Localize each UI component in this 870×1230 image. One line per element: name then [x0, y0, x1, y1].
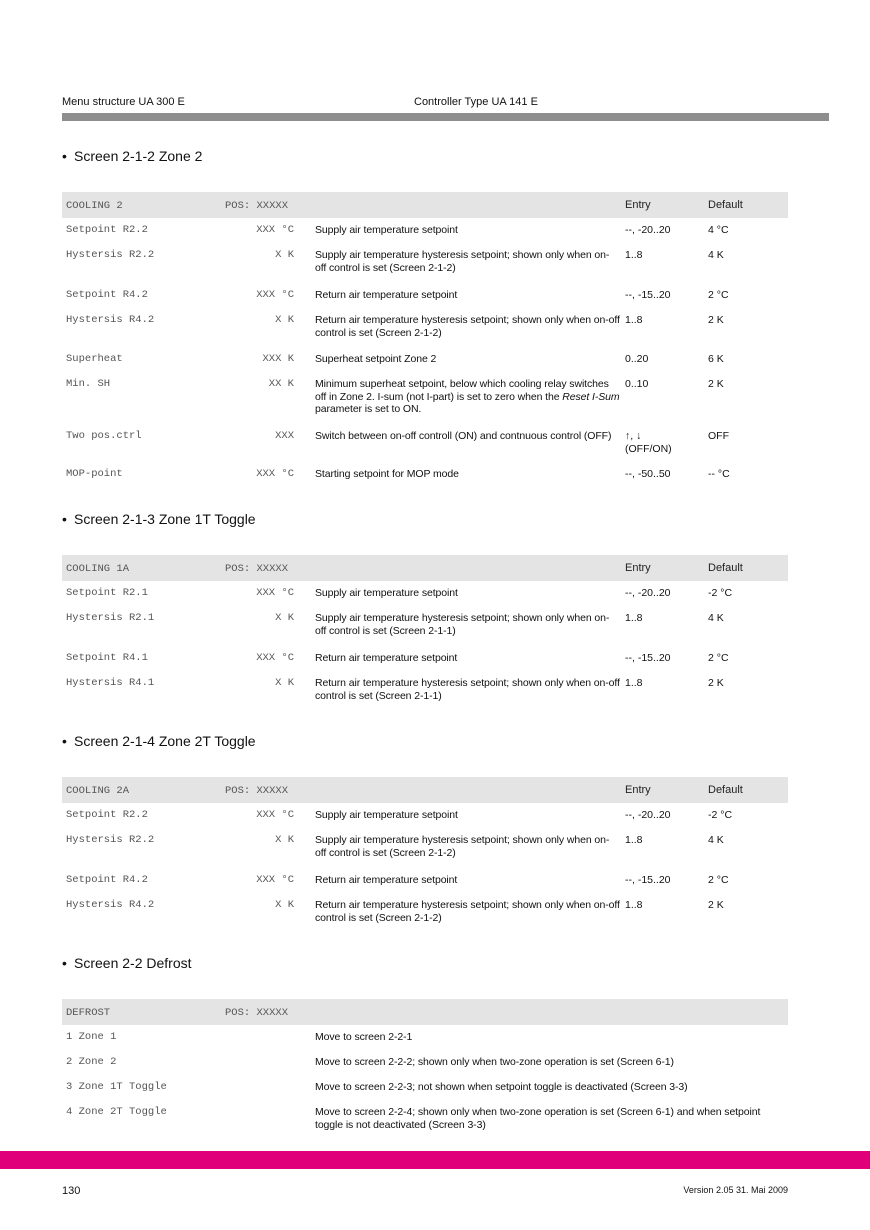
param-entry: --, -15..20 — [625, 652, 671, 664]
param-entry: 0..10 — [625, 378, 649, 390]
section-title: • Screen 2-1-2 Zone 2 — [62, 148, 203, 164]
param-name: Hystersis R4.2 — [66, 899, 155, 911]
param-name: Superheat — [66, 353, 123, 365]
param-default: -- °C — [708, 468, 730, 480]
footer-bar — [0, 1151, 870, 1169]
param-desc: Return air temperature setpoint — [315, 289, 458, 301]
param-desc: Supply air temperature setpoint — [315, 587, 458, 599]
param-entry: --, -15..20 — [625, 874, 671, 886]
param-desc: Return air temperature hysteresis setpoint; shown only when on-off control is set (Screen 2-1-2) — [315, 899, 620, 924]
menu-table — [62, 999, 788, 1140]
table-header — [62, 999, 788, 1025]
param-name: Setpoint R2.2 — [66, 809, 148, 821]
param-default: -2 °C — [708, 587, 733, 599]
table-row — [62, 462, 788, 487]
table-row — [62, 803, 788, 828]
param-default: -2 °C — [708, 809, 733, 821]
pos-label: POS: XXXXX — [225, 200, 289, 212]
param-default: 4 K — [708, 612, 724, 624]
param-desc: Return air temperature hysteresis setpoint; shown only when on-off control is set (Screen 2-1-1) — [315, 677, 620, 702]
table-row — [62, 283, 788, 308]
version-label: Version 2.05 31. Mai 2009 — [683, 1185, 788, 1195]
param-name: Setpoint R4.2 — [66, 874, 148, 886]
pos-label: POS: XXXXX — [225, 1007, 289, 1019]
page-number: 130 — [62, 1185, 81, 1197]
param-unit: XXX — [275, 430, 294, 442]
param-name: Hystersis R2.2 — [66, 249, 155, 261]
param-unit: XXX °C — [256, 874, 294, 886]
param-desc: Superheat setpoint Zone 2 — [315, 353, 437, 365]
param-entry: 1..8 — [625, 612, 643, 624]
menu-item-desc: Move to screen 2-2-2; shown only when two-zone operation is set (Screen 6-1) — [315, 1056, 674, 1068]
param-table — [62, 192, 788, 487]
param-unit: XXX °C — [256, 809, 294, 821]
param-unit: X K — [275, 677, 294, 689]
param-name: Setpoint R2.2 — [66, 224, 148, 236]
param-default: OFF — [708, 430, 729, 442]
header-bar — [62, 113, 829, 121]
param-name: Setpoint R4.1 — [66, 652, 148, 664]
param-unit: XXX °C — [256, 587, 294, 599]
param-name: Setpoint R2.1 — [66, 587, 148, 599]
entry-header: Entry — [625, 562, 651, 574]
menu-item-desc: Move to screen 2-2-1 — [315, 1031, 413, 1043]
header-left: Menu structure UA 300 E — [62, 96, 185, 108]
param-desc: Return air temperature setpoint — [315, 652, 458, 664]
default-header: Default — [708, 199, 743, 211]
table-header — [62, 777, 788, 803]
table-row — [62, 893, 788, 932]
param-name: Hystersis R2.2 — [66, 834, 155, 846]
table-row — [62, 218, 788, 243]
menu-item: 3 Zone 1T Toggle — [66, 1081, 167, 1093]
menu-item: 4 Zone 2T Toggle — [66, 1106, 167, 1118]
menu-item-desc: Move to screen 2-2-3; not shown when setpoint toggle is deactivated (Screen 3-3) — [315, 1081, 688, 1093]
menu-row[interactable] — [62, 1050, 788, 1075]
table-row — [62, 424, 788, 462]
param-desc: Return air temperature hysteresis setpoint; shown only when on-off control is set (Screen 2-1-2) — [315, 314, 620, 339]
param-table — [62, 555, 788, 710]
table-row — [62, 372, 788, 424]
table-row — [62, 581, 788, 606]
menu-row[interactable] — [62, 1100, 788, 1140]
table-row — [62, 606, 788, 646]
param-unit: XXX K — [262, 353, 294, 365]
param-unit: XXX °C — [256, 468, 294, 480]
param-entry: ↑, ↓ (OFF/ON) — [625, 430, 672, 455]
param-entry: --, -20..20 — [625, 809, 671, 821]
param-default: 4 K — [708, 249, 724, 261]
param-desc: Supply air temperature hysteresis setpoint; shown only when on-off control is set (Screen 2-1-2) — [315, 834, 610, 859]
param-name: Two pos.ctrl — [66, 430, 142, 442]
param-desc: Supply air temperature setpoint — [315, 224, 458, 236]
param-desc: Minimum superheat setpoint, below which cooling relay switches off in Zone 2. I-sum (not I-part) is set to zero when the Reset I-Sum parameter is set to ON. — [315, 378, 620, 415]
param-entry: --, -15..20 — [625, 289, 671, 301]
param-desc: Return air temperature setpoint — [315, 874, 458, 886]
menu-row[interactable] — [62, 1025, 788, 1050]
param-entry: 1..8 — [625, 899, 643, 911]
table-row — [62, 646, 788, 671]
param-default: 6 K — [708, 353, 724, 365]
table-row — [62, 243, 788, 283]
table-row — [62, 828, 788, 868]
screen-name: COOLING 1A — [66, 563, 130, 575]
param-default: 4 °C — [708, 224, 729, 236]
section-title: • Screen 2-1-3 Zone 1T Toggle — [62, 511, 256, 527]
param-unit: X K — [275, 249, 294, 261]
param-entry: 1..8 — [625, 314, 643, 326]
param-default: 2 °C — [708, 289, 729, 301]
param-name: Hystersis R4.1 — [66, 677, 155, 689]
param-entry: 1..8 — [625, 677, 643, 689]
table-row — [62, 868, 788, 893]
param-desc: Supply air temperature setpoint — [315, 809, 458, 821]
table-row — [62, 347, 788, 372]
entry-header: Entry — [625, 784, 651, 796]
param-name: Setpoint R4.2 — [66, 289, 148, 301]
table-row — [62, 308, 788, 347]
param-unit: XXX °C — [256, 224, 294, 236]
param-default: 2 K — [708, 899, 724, 911]
param-default: 2 K — [708, 378, 724, 390]
menu-item-desc: Move to screen 2-2-4; shown only when two-zone operation is set (Screen 6-1) and when setpoint toggle is not deactivated (Screen 3-3) — [315, 1106, 761, 1131]
entry-header: Entry — [625, 199, 651, 211]
param-unit: XXX °C — [256, 289, 294, 301]
param-unit: X K — [275, 612, 294, 624]
param-name: Hystersis R2.1 — [66, 612, 155, 624]
param-default: 2 K — [708, 677, 724, 689]
section-title: • Screen 2-1-4 Zone 2T Toggle — [62, 733, 256, 749]
param-name: Hystersis R4.2 — [66, 314, 155, 326]
param-unit: XXX °C — [256, 652, 294, 664]
param-unit: X K — [275, 899, 294, 911]
param-entry: --, -20..20 — [625, 224, 671, 236]
param-default: 2 °C — [708, 874, 729, 886]
param-table — [62, 777, 788, 932]
param-entry: 1..8 — [625, 249, 643, 261]
param-desc: Switch between on-off controll (ON) and contnuous control (OFF) — [315, 430, 612, 442]
param-unit: XX K — [268, 378, 294, 390]
default-header: Default — [708, 562, 743, 574]
table-header — [62, 192, 788, 218]
param-default: 4 K — [708, 834, 724, 846]
section-title: • Screen 2-2 Defrost — [62, 955, 192, 971]
menu-row[interactable] — [62, 1075, 788, 1100]
param-entry: 1..8 — [625, 834, 643, 846]
screen-name: COOLING 2A — [66, 785, 130, 797]
param-default: 2 K — [708, 314, 724, 326]
param-name: Min. SH — [66, 378, 111, 390]
pos-label: POS: XXXXX — [225, 563, 289, 575]
param-desc: Supply air temperature hysteresis setpoint; shown only when on-off control is set (Screen 2-1-2) — [315, 249, 610, 274]
param-entry: --, -50..50 — [625, 468, 671, 480]
default-header: Default — [708, 784, 743, 796]
param-unit: X K — [275, 314, 294, 326]
param-entry: --, -20..20 — [625, 587, 671, 599]
screen-name: COOLING 2 — [66, 200, 123, 212]
pos-label: POS: XXXXX — [225, 785, 289, 797]
param-unit: X K — [275, 834, 294, 846]
table-header — [62, 555, 788, 581]
header-center: Controller Type UA 141 E — [414, 96, 538, 108]
table-row — [62, 671, 788, 710]
param-default: 2 °C — [708, 652, 729, 664]
param-desc: Starting setpoint for MOP mode — [315, 468, 459, 480]
screen-name: DEFROST — [66, 1007, 111, 1019]
menu-item: 2 Zone 2 — [66, 1056, 117, 1068]
param-name: MOP-point — [66, 468, 123, 480]
param-entry: 0..20 — [625, 353, 649, 365]
param-desc: Supply air temperature hysteresis setpoint; shown only when on-off control is set (Screen 2-1-1) — [315, 612, 610, 637]
menu-item: 1 Zone 1 — [66, 1031, 117, 1043]
